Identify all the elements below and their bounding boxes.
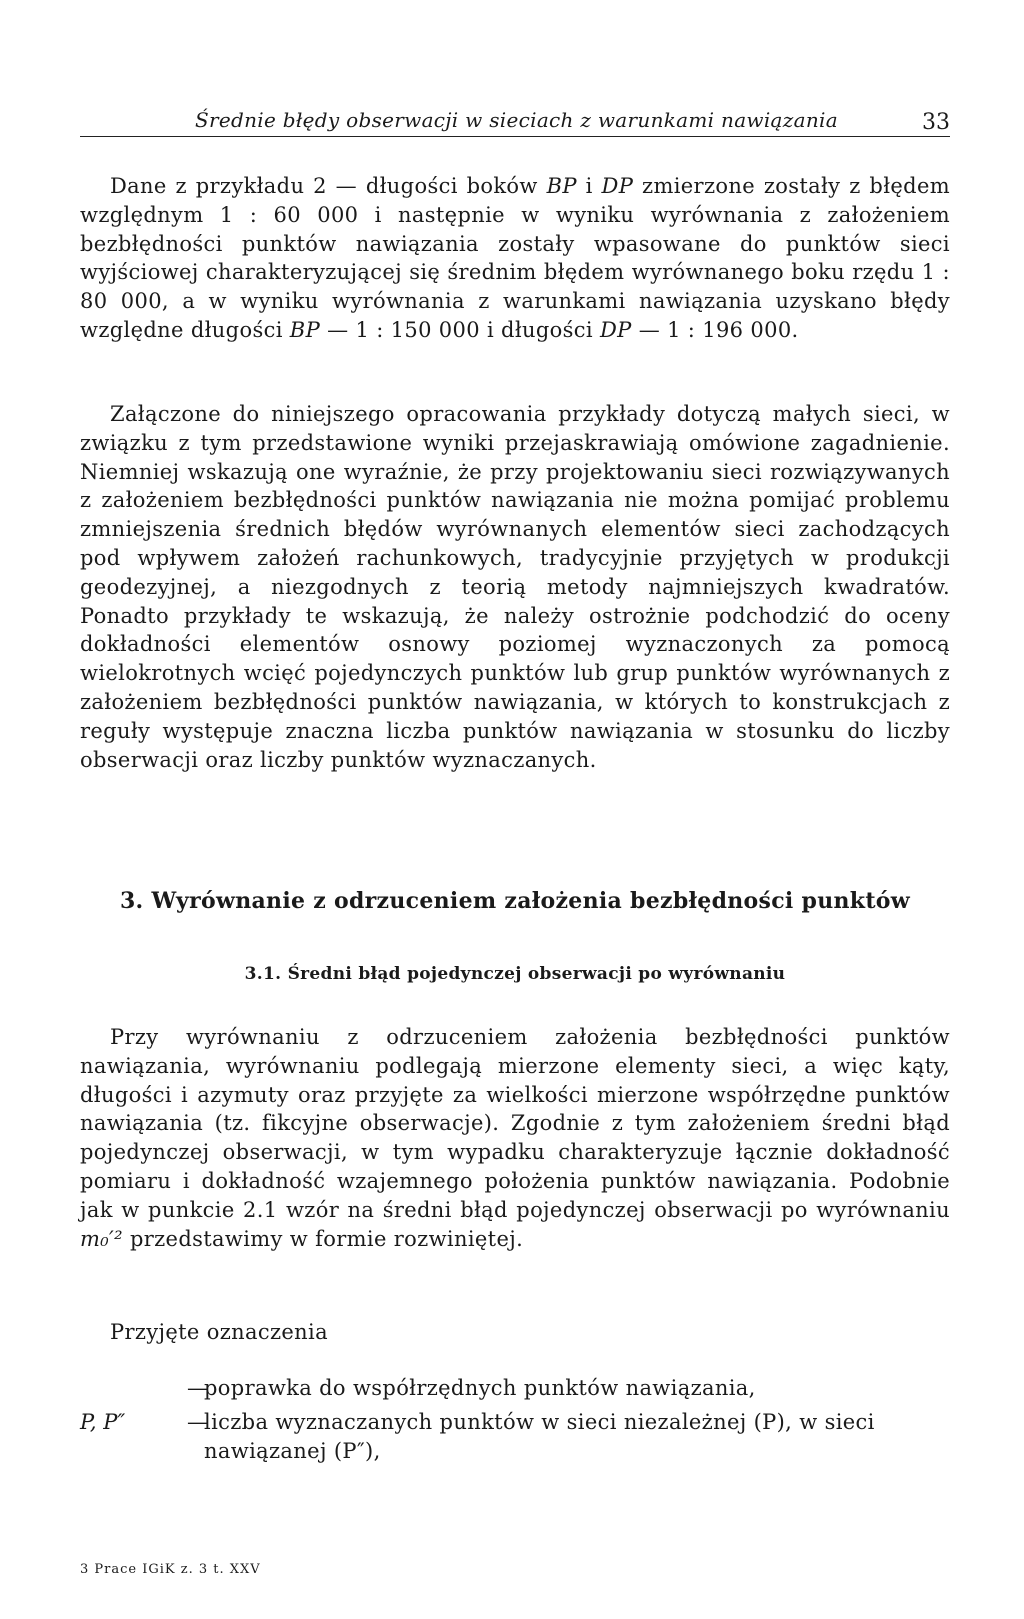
notation-label: Przyjęte oznaczenia — [110, 1320, 328, 1344]
page-number: 33 — [922, 110, 950, 135]
symbol-bp: BP — [546, 174, 577, 198]
notation-dash: — — [187, 1410, 208, 1434]
paragraph-3: Przy wyrównaniu z odrzuceniem założenia bezbłędności punktów nawiązania, wyrównaniu podlegają mierzone elementy sieci, a więc kąty, długości i azymuty oraz przyjęte za wielkości mierzone współrzędne punktów nawiązania (tz. fikcyjne obserwacje). Zgodnie z tym założeniem średni błąd pojedynczej obserwacji, w tym wypadku charakteryzuje łącznie dokładność pomiaru i dokładność wzajemnego położenia punktów nawiązania. Podobnie jak w punkcie 2.1 wzór na średni błąd pojedynczej obserwacji po wyrównaniu m₀′² przedstawimy w formie rozwiniętej. — [80, 1025, 950, 1251]
running-title: Średnie błędy obserwacji w sieciach z warunkami nawiązania — [195, 108, 838, 132]
subsection-heading: 3.1. Średni błąd pojedynczej obserwacji po wyrównaniu — [244, 964, 786, 984]
section-heading: 3. Wyrównanie z odrzuceniem założenia bezbłędności punktów — [119, 888, 911, 914]
page-footer: 3 Prace IGiK z. 3 t. XXV — [80, 1562, 261, 1577]
formula-m0: m₀′² — [80, 1226, 123, 1251]
symbol-dp: DP — [601, 174, 634, 198]
paragraph-2: Załączone do niniejszego opracowania przykłady dotyczą małych sieci, w związku z tym przedstawione wyniki przejaskrawiają omówione zagadnienie. Niemniej wskazują one wyraźnie, że przy projektowaniu sieci rozwiązywanych z założeniem bezbłędności punktów nawiązania nie można pomijać problemu zmniejszenia średnich błędów wyrównanych elementów sieci zachodzących pod wpływem założeń rachunkowych, tradycyjnie przyjętych w produkcji geodezyjnej, a niezgodnych z teorią metody najmniejszych kwadratów. Ponadto przykłady te wskazują, że należy ostrożnie podchodzić do oceny dokładności elementów osnowy poziomej wyznaczonych za pomocą wielokrotnych wcięć pojedynczych punktów lub grup punktów wyrównanych z założeniem bezbłędności punktów nawiązania, w których to konstrukcjach z reguły występuje znaczna liczba punktów nawiązania w stosunku do liczby obserwacji oraz liczby punktów wyznaczanych. — [80, 402, 950, 772]
notation-symbol: P, P″ — [80, 1410, 126, 1434]
symbol-dp: DP — [600, 317, 632, 342]
notation-description: liczba wyznaczanych punktów w sieci niezależnej (P), w sieci nawiązanej (P″), — [204, 1410, 875, 1463]
page-header — [80, 96, 950, 137]
notation-dash: — — [187, 1376, 208, 1400]
symbol-bp: BP — [289, 317, 321, 342]
notation-description: poprawka do współrzędnych punktów nawiązania, — [204, 1376, 756, 1400]
paragraph-1: Dane z przykładu 2 — długości boków BP i DP zmierzone zostały z błędem względnym 1 : 60 000 i następnie w wyniku wyrównania z założeniem bezbłędności punktów nawiązania zostały wpasowane do punktów sieci wyjściowej charakteryzującej się średnim błędem wyrównanego boku rzędu 1 : 80 000, a w wyniku wyrównania z warunkami nawiązania uzyskano błędy względne długości BP — 1 : 150 000 i długości DP — 1 : 196 000. — [80, 174, 950, 342]
